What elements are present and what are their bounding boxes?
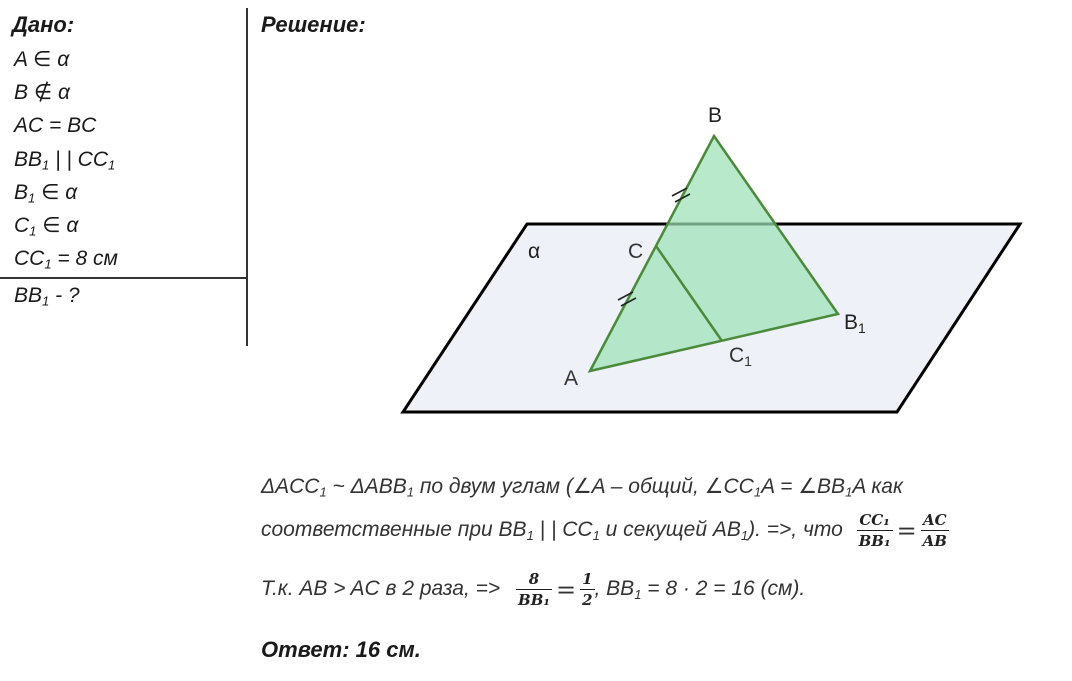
given-line-6: $C_1$ ∈ α <box>14 214 79 239</box>
equals-sign-2: = <box>555 575 577 604</box>
label-a: A <box>564 367 579 390</box>
equals-sign: = <box>896 516 917 545</box>
given-line-5: $B_1$ ∈ α <box>14 181 78 206</box>
fraction-8-bb1: $\frac{8}{\text{BB₁}}$ <box>518 570 550 610</box>
given-line-4: $BB_1$ | | $CC_1$ <box>14 148 116 173</box>
given-header: Дано: <box>12 12 75 37</box>
given-line-7: $CC_1 = 8$ см <box>14 247 118 272</box>
label-b1: B1 <box>844 311 866 336</box>
solution-line-3: Т.к. AB > AC в 2 раза, => $\frac{8}{\text{BB₁}}$ = $\frac{1}{2}$ , $BB_1 = 8 \cdot 2 = 16$ (см). <box>261 570 806 610</box>
solution-header: Решение: <box>261 12 366 37</box>
given-line-2: B ∉ α <box>14 81 70 104</box>
fraction-1-2: $\frac{1}{2}$ <box>582 570 593 610</box>
find-line: $BB_1$ - ? <box>14 284 80 309</box>
solution-line-2: соответственные при $BB_1$ | | $CC_1$ и секущей $AB_1$). =>, что $\frac{\text{CC₁}}{\text{BB₁}}$ = $\frac{AC}{AB}$ <box>261 511 947 551</box>
label-c1: C1 <box>729 344 752 369</box>
label-b: B <box>708 104 723 127</box>
label-c: C <box>628 240 644 263</box>
fraction-cc1-bb1: $\frac{\text{CC₁}}{\text{BB₁}}$ <box>858 511 891 551</box>
solution-line-1: $\Delta ACC_1$ ~ $\Delta ABB_1$ по двум углам (∠A – общий, $\angle CC_1A$ = $\angle BB_1A$ как <box>261 475 903 500</box>
answer-text: Ответ: 16 см. <box>261 637 421 662</box>
fraction-ac-ab: $\frac{AC}{AB}$ <box>922 511 947 551</box>
label-alpha: α <box>528 240 541 263</box>
given-line-1: A ∈ α <box>14 48 70 71</box>
given-line-3: AC = BC <box>14 114 97 137</box>
